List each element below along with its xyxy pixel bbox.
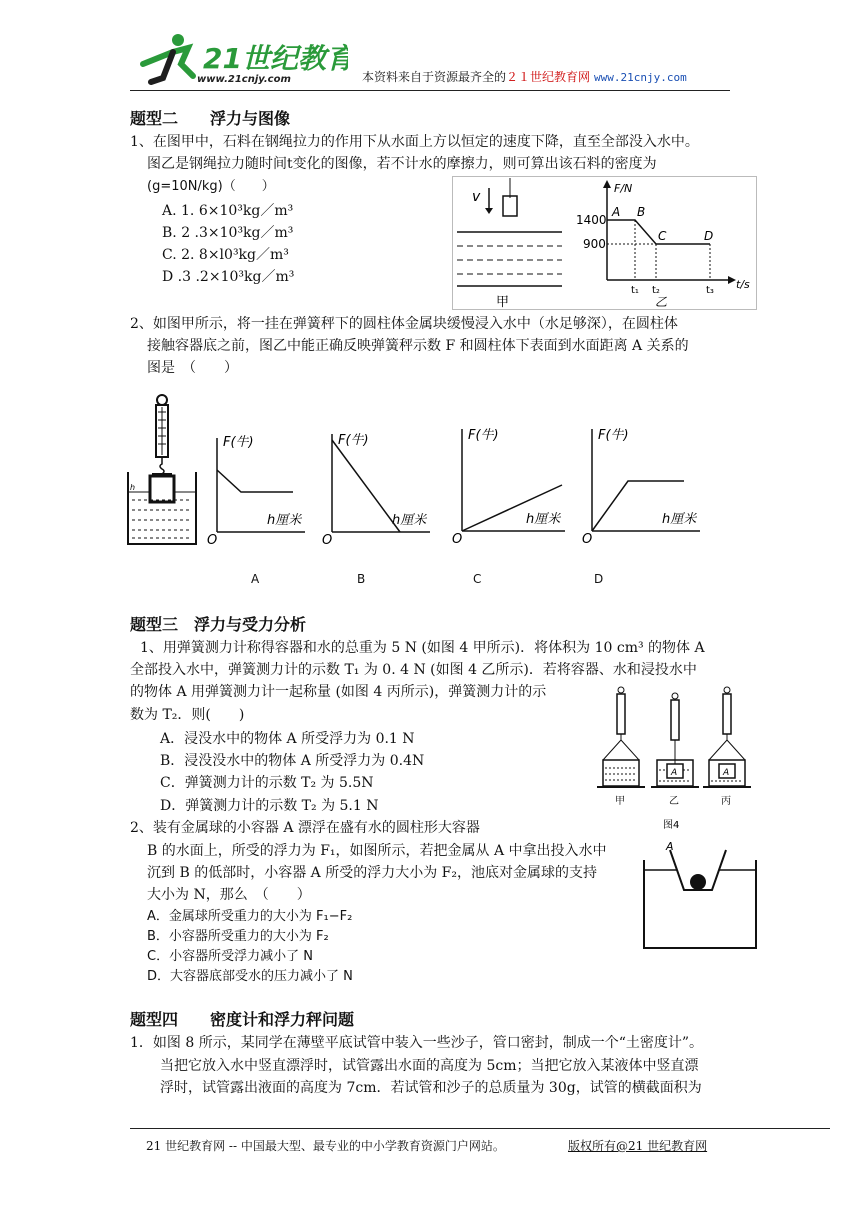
s3q1-line3: 的物体 A 用弹簧测力计一起称量 (如图 4 丙所示)，弹簧测力计的示 [130,684,547,700]
header-source-url[interactable]: www.21cnjy.com [594,71,687,84]
s2q2-graph-b [320,430,435,545]
s3q1-line2: 全部投入水中，弹簧测力计的示数 T₁ 为 0. 4 N (如图 4 乙所示)．若将容器、水和浸投水中 [130,662,697,678]
section4-title: 题型四 密度计和浮力秤问题 [130,1010,355,1029]
container-a-label: A [666,840,674,853]
s2q1-figure [452,176,757,311]
fig-y900: 900 [583,237,606,251]
fig-t1: t₁ [631,285,639,296]
s3q1-option-a: A．浸没水中的物体 A 所受浮力为 0.1 N [160,731,415,747]
s2q2-line2: 接触容器底之前，图乙中能正确反映弹簧秤示数 F 和圆柱体下表面到水面距离 A 关系的 [147,338,689,354]
s2q1-option-b: B. 2 .3×10³kg／m³ [162,225,294,241]
metal-cylinder [150,476,174,502]
s3q1-line1: 1、用弹簧测力计称得容器和水的总重为 5 N (如图 4 甲所示)．将体积为 10 cm³ 的物体 A [140,640,705,656]
s3q2-container-figure [640,840,760,955]
section3-title: 题型三 浮力与受力分析 [130,615,307,634]
s2q2-line3: 图是 （ ） [147,360,238,376]
fig-jia-label: 甲 [496,295,510,310]
graph-a-line [217,470,293,492]
logo-text: 21世纪教育 [203,42,348,75]
footer-left: 21 世纪教育网 -- 中国最大型、最专业的中小学教育资源门户网站。 [146,1139,505,1153]
beaker [128,472,196,544]
header-logo [133,30,348,90]
s2q2-graph-a [205,430,315,545]
header-source-name: ２１世纪教育网 [506,70,591,84]
s3q2-option-b: B．小容器所受重力的大小为 F₂ [147,929,329,944]
s3q1-line4: 数为 T₂．则( ) [130,707,245,723]
s3q1-option-c: C．弹簧测力计的示数 T₂ 为 5.5N [160,775,374,791]
fig4-obj-a-yi: A [671,768,678,778]
fig-yi-label: 乙 [655,295,668,309]
graph-label-d: D [594,572,604,586]
fig4-obj-a-bing: A [723,768,730,778]
fig-t2: t₂ [652,285,660,296]
graph-c-origin: O [452,532,463,545]
graph-c-ylabel: F(牛) [468,428,499,443]
s4q1-line3: 浮时，试管露出液面的高度为 7cm．若试管和沙子的总质量为 30g，试管的横截面积为 [160,1080,702,1096]
fig4-jia: 甲 [615,796,625,807]
s2q2-line1: 2、如图甲所示，将一挂在弹簧秤下的圆柱体金属块缓慢浸入水中（水足够深），在圆柱体 [130,316,678,332]
s3q2-line1: 2、装有金属球的小容器 A 漂浮在盛有水的圆柱形大容器 [130,820,480,836]
s2q2-apparatus-figure [122,392,202,552]
graph-d-ylabel: F(牛) [598,428,629,443]
logo-figure-icon [133,30,348,90]
graph-label-c: C [473,572,482,586]
s2q1-option-d: D .3 .2×10³kg／m³ [162,269,295,285]
s3q1-option-d: D．弹簧测力计的示数 T₂ 为 5.1 N [160,798,379,814]
graph-d-xlabel: h厘米 [662,512,697,527]
header-rule [130,90,730,91]
graph-a-origin: O [207,533,218,545]
fig-pt-c: C [658,229,667,243]
s3q2-line4: 大小为 N，那么 （ ） [147,887,311,903]
fig4-bing: 丙 [721,796,731,807]
footer-copyright-link[interactable]: 版权所有@21 世纪教育网 [568,1139,708,1153]
s3q2-option-a: A．金属球所受重力的大小为 F₁−F₂ [147,909,353,924]
s3q1-figure4 [595,686,755,834]
s4q1-line1: 1．如图 8 所示，某同学在薄壁平底试管中装入一些沙子，管口密封，制成一个“土密度计”。 [130,1035,704,1051]
metal-ball [690,874,706,890]
header-source-prefix: 本资料来自于资源最齐全的 [362,70,507,84]
logo-url: www.21cnjy.com [197,74,291,85]
section2-title: 题型二 浮力与图像 [130,109,291,128]
s2q1-option-a: A. 1. 6×10³kg／m³ [162,203,294,219]
graph-a-xlabel: h厘米 [267,513,302,528]
fig-pt-a: A [612,205,621,219]
s3q2-line2: B 的水面上，所受的浮力为 F₁，如图所示，若把金属从 A 中拿出投入水中 [147,843,607,859]
h-label: h [130,483,136,492]
s3q2-option-d: D．大容器底部受水的压力减小了 N [147,969,353,984]
graph-b-xlabel: h厘米 [392,513,427,528]
graph-label-b: B [357,572,366,586]
fig-f-axis: F/N [614,182,633,195]
s2q2-graph-d [580,425,705,545]
s4q1-line2: 当把它放入水中竖直漂浮时，试管露出水面的高度为 5cm；当把它放入某液体中竖直漂 [160,1058,699,1074]
graph-c-xlabel: h厘米 [526,512,561,527]
fig-stone [503,196,517,216]
s2q1-option-c: C. 2. 8×l0³kg／m³ [162,247,289,263]
fig-y1400: 1400 [576,213,607,227]
s2q1-line3: (g=10N/kg)（ ） [147,179,275,194]
s2q2-graph-c [450,425,570,545]
graph-d-origin: O [582,532,593,545]
fig4-yi: 乙 [669,796,679,807]
fig-pt-d: D [704,229,714,243]
fig-t-axis: t/s [736,278,750,291]
fig-v-label: v [472,189,481,205]
graph-b-origin: O [322,533,333,545]
graph-a-ylabel: F(牛) [223,435,254,450]
s3q2-option-c: C．小容器所受浮力减小了 N [147,949,313,964]
header-source [362,66,687,89]
s3q2-line3: 沉到 B 的低部时，小容器 A 所受的浮力大小为 F₂，池底对金属球的支持 [147,865,597,881]
graph-b-line [332,440,400,532]
s3q1-option-b: B．浸没没水中的物体 A 所受浮力为 0.4N [160,753,425,769]
s2q1-line1: 1、在图甲中，石料在钢绳拉力的作用下从水面上方以恒定的速度下降，直至全部没入水中。 [130,134,699,150]
graph-b-ylabel: F(牛) [338,433,369,448]
s2q1-line2: 图乙是钢绳拉力随时间t变化的图像，若不计水的摩擦力，则可算出该石料的密度为 [147,156,657,172]
fig-t3: t₃ [706,285,714,296]
graph-label-a: A [251,572,260,586]
footer-rule [130,1128,830,1129]
fig-pt-b: B [637,205,646,219]
fig4-caption: 图4 [663,820,680,831]
